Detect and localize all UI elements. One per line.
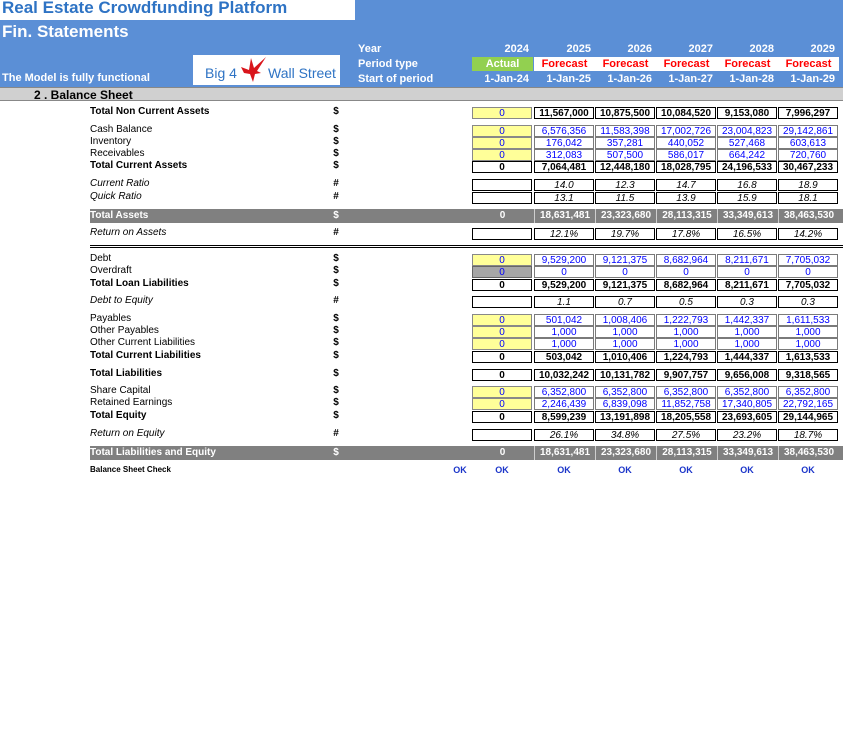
cash-balance-value-2024[interactable]: 0 <box>472 125 532 137</box>
debt-to-equity-value-2027: 0.5 <box>656 296 716 308</box>
section-divider <box>90 245 843 248</box>
current-ratio-label: Current Ratio <box>90 178 150 189</box>
total-liabilities-and-equity-label: Total Liabilities and Equity <box>90 447 216 458</box>
period-type-2026: Forecast <box>595 57 656 71</box>
other-current-liabilities-value-2027: 1,000 <box>656 338 716 350</box>
other-current-liabilities-value-2029: 1,000 <box>778 338 838 350</box>
total-non-current-assets-value-2024[interactable]: 0 <box>472 107 532 119</box>
sheet-subtitle: Fin. Statements <box>2 22 129 41</box>
total-loan-liabilities-value-2027: 8,682,964 <box>656 279 716 291</box>
total-loan-liabilities-unit: $ <box>333 278 339 289</box>
other-payables-value-2029: 1,000 <box>778 326 838 338</box>
total-current-assets-value-2024: 0 <box>472 161 532 173</box>
share-capital-value-2029: 6,352,800 <box>778 386 838 398</box>
overdraft-value-2026: 0 <box>595 266 655 278</box>
overdraft-value-2028: 0 <box>717 266 777 278</box>
retained-earnings-unit: $ <box>333 397 339 408</box>
total-liabilities-and-equity-value-2029: 38,463,530 <box>778 446 839 460</box>
current-ratio-unit: # <box>333 178 339 189</box>
balance-check-ok-4: OK <box>679 465 693 475</box>
year-2026: 2026 <box>627 43 652 55</box>
period-type-2028: Forecast <box>717 57 778 71</box>
period-start-2024: 1-Jan-24 <box>484 73 529 85</box>
receivables-unit: $ <box>333 148 339 159</box>
total-liabilities-and-equity-value-2028: 33,349,613 <box>717 446 778 460</box>
period-type-2029: Forecast <box>778 57 839 71</box>
quick-ratio-value-2029: 18.1 <box>778 192 838 204</box>
debt-to-equity-value-2026: 0.7 <box>595 296 655 308</box>
balance-check-label: Balance Sheet Check <box>90 465 171 474</box>
total-non-current-assets-label: Total Non Current Assets <box>90 106 210 117</box>
total-liabilities-value-2026: 10,131,782 <box>595 369 655 381</box>
balance-check-ok-6: OK <box>801 465 815 475</box>
period-type-label: Period type <box>358 58 418 70</box>
payables-value-2029: 1,611,533 <box>778 314 838 326</box>
share-capital-value-2025: 6,352,800 <box>534 386 594 398</box>
period-type-2027: Forecast <box>656 57 717 71</box>
total-current-liabilities-unit: $ <box>333 350 339 361</box>
total-liabilities-value-2024: 0 <box>472 369 532 381</box>
debt-value-2025: 9,529,200 <box>534 254 594 266</box>
inventory-value-2026: 357,281 <box>595 137 655 149</box>
other-payables-value-2025: 1,000 <box>534 326 594 338</box>
other-payables-label: Other Payables <box>90 325 159 336</box>
receivables-value-2025: 312,083 <box>534 149 594 161</box>
cash-balance-value-2027: 17,002,726 <box>656 125 716 137</box>
other-payables-value-2027: 1,000 <box>656 326 716 338</box>
other-current-liabilities-value-2026: 1,000 <box>595 338 655 350</box>
total-liabilities-and-equity-value-2026: 23,323,680 <box>595 446 656 460</box>
inventory-label: Inventory <box>90 136 132 147</box>
section-bar <box>0 87 843 101</box>
period-start-2026: 1-Jan-26 <box>607 73 652 85</box>
debt-value-2029: 7,705,032 <box>778 254 838 266</box>
total-current-assets-value-2029: 30,467,233 <box>778 161 838 173</box>
total-current-liabilities-value-2025: 503,042 <box>534 351 594 363</box>
retained-earnings-value-2025: 2,246,439 <box>534 398 594 410</box>
total-equity-value-2026: 13,191,898 <box>595 411 655 423</box>
other-current-liabilities-value-2025: 1,000 <box>534 338 594 350</box>
current-ratio-value-2029: 18.9 <box>778 179 838 191</box>
total-current-liabilities-value-2027: 1,224,793 <box>656 351 716 363</box>
total-liabilities-value-2028: 9,656,008 <box>717 369 777 381</box>
total-liabilities-unit: $ <box>333 368 339 379</box>
balance-check-ok-0: OK <box>453 465 467 475</box>
debt-value-2024[interactable]: 0 <box>472 254 532 266</box>
total-loan-liabilities-value-2025: 9,529,200 <box>534 279 594 291</box>
return-on-equity-value-2028: 23.2% <box>717 429 777 441</box>
total-assets-value-2028: 33,349,613 <box>717 209 778 223</box>
quick-ratio-value-2027: 13.9 <box>656 192 716 204</box>
debt-to-equity-label: Debt to Equity <box>90 295 153 306</box>
other-payables-value-2028: 1,000 <box>717 326 777 338</box>
total-non-current-assets-unit: $ <box>333 106 339 117</box>
retained-earnings-value-2029: 22,792,165 <box>778 398 838 410</box>
quick-ratio-value-2026: 11.5 <box>595 192 655 204</box>
other-payables-value-2026: 1,000 <box>595 326 655 338</box>
total-liabilities-and-equity-value-2027: 28,113,315 <box>656 446 717 460</box>
total-non-current-assets-value-2025: 11,567,000 <box>534 107 594 119</box>
return-on-equity-value-2027: 27.5% <box>656 429 716 441</box>
app-title: Real Estate Crowdfunding Platform <box>2 0 288 17</box>
total-non-current-assets-value-2028: 9,153,080 <box>717 107 777 119</box>
total-assets-value-2029: 38,463,530 <box>778 209 839 223</box>
overdraft-value-2027: 0 <box>656 266 716 278</box>
balance-check-ok-2: OK <box>557 465 571 475</box>
debt-to-equity-value-2025: 1.1 <box>534 296 594 308</box>
balance-check-ok-1: OK <box>495 465 509 475</box>
receivables-value-2024[interactable]: 0 <box>472 149 532 161</box>
share-capital-value-2027: 6,352,800 <box>656 386 716 398</box>
inventory-value-2028: 527,468 <box>717 137 777 149</box>
total-liabilities-value-2029: 9,318,565 <box>778 369 838 381</box>
total-current-assets-value-2025: 7,064,481 <box>534 161 594 173</box>
cash-balance-value-2025: 6,576,356 <box>534 125 594 137</box>
period-start-2029: 1-Jan-29 <box>790 73 835 85</box>
total-current-assets-value-2027: 18,028,795 <box>656 161 716 173</box>
share-capital-label: Share Capital <box>90 385 151 396</box>
inventory-unit: $ <box>333 136 339 147</box>
period-start-2025: 1-Jan-25 <box>546 73 591 85</box>
total-assets-value-2027: 28,113,315 <box>656 209 717 223</box>
quick-ratio-value-2024 <box>472 192 532 204</box>
debt-label: Debt <box>90 253 112 264</box>
total-liabilities-and-equity-value-2025: 18,631,481 <box>534 446 595 460</box>
quick-ratio-value-2025: 13.1 <box>534 192 594 204</box>
current-ratio-value-2027: 14.7 <box>656 179 716 191</box>
debt-to-equity-value-2024 <box>472 296 532 308</box>
year-2027: 2027 <box>688 43 713 55</box>
total-loan-liabilities-value-2024: 0 <box>472 279 532 291</box>
total-liabilities-and-equity-unit: $ <box>333 447 339 458</box>
period-type-2024: Actual <box>472 57 533 71</box>
debt-value-2026: 9,121,375 <box>595 254 655 266</box>
year-2028: 2028 <box>749 43 774 55</box>
total-current-assets-label: Total Current Assets <box>90 160 188 171</box>
total-equity-value-2029: 29,144,965 <box>778 411 838 423</box>
total-current-assets-value-2028: 24,196,533 <box>717 161 777 173</box>
share-capital-value-2028: 6,352,800 <box>717 386 777 398</box>
total-equity-label: Total Equity <box>90 410 147 421</box>
total-non-current-assets-value-2027: 10,084,520 <box>656 107 716 119</box>
total-assets-label: Total Assets <box>90 210 149 221</box>
return-on-equity-label: Return on Equity <box>90 428 165 439</box>
debt-to-equity-value-2028: 0.3 <box>717 296 777 308</box>
year-label: Year <box>358 43 382 55</box>
total-liabilities-label: Total Liabilities <box>90 368 163 379</box>
cash-balance-value-2028: 23,004,823 <box>717 125 777 137</box>
total-assets-unit: $ <box>333 210 339 221</box>
total-equity-value-2028: 23,693,605 <box>717 411 777 423</box>
start-label: Start of period <box>358 73 434 85</box>
current-ratio-value-2025: 14.0 <box>534 179 594 191</box>
return-on-assets-value-2024 <box>472 228 532 240</box>
retained-earnings-label: Retained Earnings <box>90 397 173 408</box>
overdraft-value-2024[interactable]: 0 <box>472 266 532 278</box>
total-non-current-assets-value-2029: 7,996,297 <box>778 107 838 119</box>
total-liabilities-value-2025: 10,032,242 <box>534 369 594 381</box>
cash-balance-label: Cash Balance <box>90 124 153 135</box>
total-equity-value-2024: 0 <box>472 411 532 423</box>
debt-unit: $ <box>333 253 339 264</box>
overdraft-value-2029: 0 <box>778 266 838 278</box>
return-on-assets-value-2027: 17.8% <box>656 228 716 240</box>
year-2024: 2024 <box>504 43 529 55</box>
total-equity-value-2027: 18,205,558 <box>656 411 716 423</box>
total-current-liabilities-value-2028: 1,444,337 <box>717 351 777 363</box>
other-current-liabilities-unit: $ <box>333 337 339 348</box>
balance-check-ok-5: OK <box>740 465 754 475</box>
return-on-assets-value-2025: 12.1% <box>534 228 594 240</box>
total-current-liabilities-value-2024: 0 <box>472 351 532 363</box>
total-loan-liabilities-value-2028: 8,211,671 <box>717 279 777 291</box>
other-current-liabilities-label: Other Current Liabilities <box>90 337 196 348</box>
return-on-equity-value-2024 <box>472 429 532 441</box>
share-capital-unit: $ <box>333 385 339 396</box>
total-liabilities-and-equity-value-2024: 0 <box>499 447 506 458</box>
retained-earnings-value-2024[interactable]: 0 <box>472 398 532 410</box>
payables-value-2027: 1,222,793 <box>656 314 716 326</box>
total-current-assets-value-2026: 12,448,180 <box>595 161 655 173</box>
return-on-equity-value-2029: 18.7% <box>778 429 838 441</box>
logo-text-right: Wall Street <box>268 65 336 81</box>
total-non-current-assets-value-2026: 10,875,500 <box>595 107 655 119</box>
payables-unit: $ <box>333 313 339 324</box>
other-payables-unit: $ <box>333 325 339 336</box>
title-box <box>0 0 355 20</box>
return-on-assets-value-2026: 19.7% <box>595 228 655 240</box>
retained-earnings-value-2028: 17,340,805 <box>717 398 777 410</box>
total-current-liabilities-label: Total Current Liabilities <box>90 350 201 361</box>
total-current-liabilities-value-2026: 1,010,406 <box>595 351 655 363</box>
receivables-value-2029: 720,760 <box>778 149 838 161</box>
company-logo <box>193 55 340 85</box>
payables-value-2028: 1,442,337 <box>717 314 777 326</box>
current-ratio-value-2024 <box>472 179 532 191</box>
other-payables-value-2024[interactable]: 0 <box>472 326 532 338</box>
quick-ratio-label: Quick Ratio <box>90 191 142 202</box>
total-loan-liabilities-value-2029: 7,705,032 <box>778 279 838 291</box>
return-on-assets-label: Return on Assets <box>90 227 167 238</box>
overdraft-unit: $ <box>333 265 339 276</box>
retained-earnings-value-2026: 6,839,098 <box>595 398 655 410</box>
total-assets-value-2025: 18,631,481 <box>534 209 595 223</box>
current-ratio-value-2026: 12.3 <box>595 179 655 191</box>
receivables-value-2028: 664,242 <box>717 149 777 161</box>
total-current-assets-unit: $ <box>333 160 339 171</box>
balance-check-ok-3: OK <box>618 465 632 475</box>
return-on-assets-unit: # <box>333 227 339 238</box>
year-2029: 2029 <box>810 43 835 55</box>
header-panel <box>0 0 843 101</box>
payables-value-2024[interactable]: 0 <box>472 314 532 326</box>
debt-value-2028: 8,211,671 <box>717 254 777 266</box>
total-assets-value-2024: 0 <box>499 210 506 221</box>
retained-earnings-value-2027: 11,852,758 <box>656 398 716 410</box>
return-on-assets-value-2029: 14.2% <box>778 228 838 240</box>
section-title: 2 . Balance Sheet <box>34 88 133 102</box>
eagle-icon <box>238 56 268 83</box>
overdraft-value-2025: 0 <box>534 266 594 278</box>
receivables-value-2027: 586,017 <box>656 149 716 161</box>
inventory-value-2024[interactable]: 0 <box>472 137 532 149</box>
cash-balance-unit: $ <box>333 124 339 135</box>
other-current-liabilities-value-2024[interactable]: 0 <box>472 338 532 350</box>
return-on-equity-value-2026: 34.8% <box>595 429 655 441</box>
inventory-value-2029: 603,613 <box>778 137 838 149</box>
debt-to-equity-value-2029: 0.3 <box>778 296 838 308</box>
payables-value-2026: 1,008,406 <box>595 314 655 326</box>
debt-to-equity-unit: # <box>333 295 339 306</box>
inventory-value-2025: 176,042 <box>534 137 594 149</box>
total-equity-value-2025: 8,599,239 <box>534 411 594 423</box>
functional-note: The Model is fully functional <box>2 72 150 84</box>
total-loan-liabilities-label: Total Loan Liabilities <box>90 278 189 289</box>
logo-text-left: Big 4 <box>205 65 237 81</box>
cash-balance-value-2026: 11,583,398 <box>595 125 655 137</box>
inventory-value-2027: 440,052 <box>656 137 716 149</box>
quick-ratio-value-2028: 15.9 <box>717 192 777 204</box>
total-liabilities-value-2027: 9,907,757 <box>656 369 716 381</box>
total-current-liabilities-value-2029: 1,613,533 <box>778 351 838 363</box>
overdraft-label: Overdraft <box>90 265 132 276</box>
return-on-assets-value-2028: 16.5% <box>717 228 777 240</box>
return-on-equity-value-2025: 26.1% <box>534 429 594 441</box>
payables-label: Payables <box>90 313 132 324</box>
period-start-2028: 1-Jan-28 <box>729 73 774 85</box>
payables-value-2025: 501,042 <box>534 314 594 326</box>
total-assets-value-2026: 23,323,680 <box>595 209 656 223</box>
quick-ratio-unit: # <box>333 191 339 202</box>
total-loan-liabilities-value-2026: 9,121,375 <box>595 279 655 291</box>
other-current-liabilities-value-2028: 1,000 <box>717 338 777 350</box>
year-2025: 2025 <box>566 43 591 55</box>
share-capital-value-2026: 6,352,800 <box>595 386 655 398</box>
debt-value-2027: 8,682,964 <box>656 254 716 266</box>
period-start-2027: 1-Jan-27 <box>668 73 713 85</box>
cash-balance-value-2029: 29,142,861 <box>778 125 838 137</box>
current-ratio-value-2028: 16.8 <box>717 179 777 191</box>
receivables-label: Receivables <box>90 148 145 159</box>
period-type-2025: Forecast <box>534 57 595 71</box>
share-capital-value-2024[interactable]: 0 <box>472 386 532 398</box>
total-equity-unit: $ <box>333 410 339 421</box>
return-on-equity-unit: # <box>333 428 339 439</box>
receivables-value-2026: 507,500 <box>595 149 655 161</box>
